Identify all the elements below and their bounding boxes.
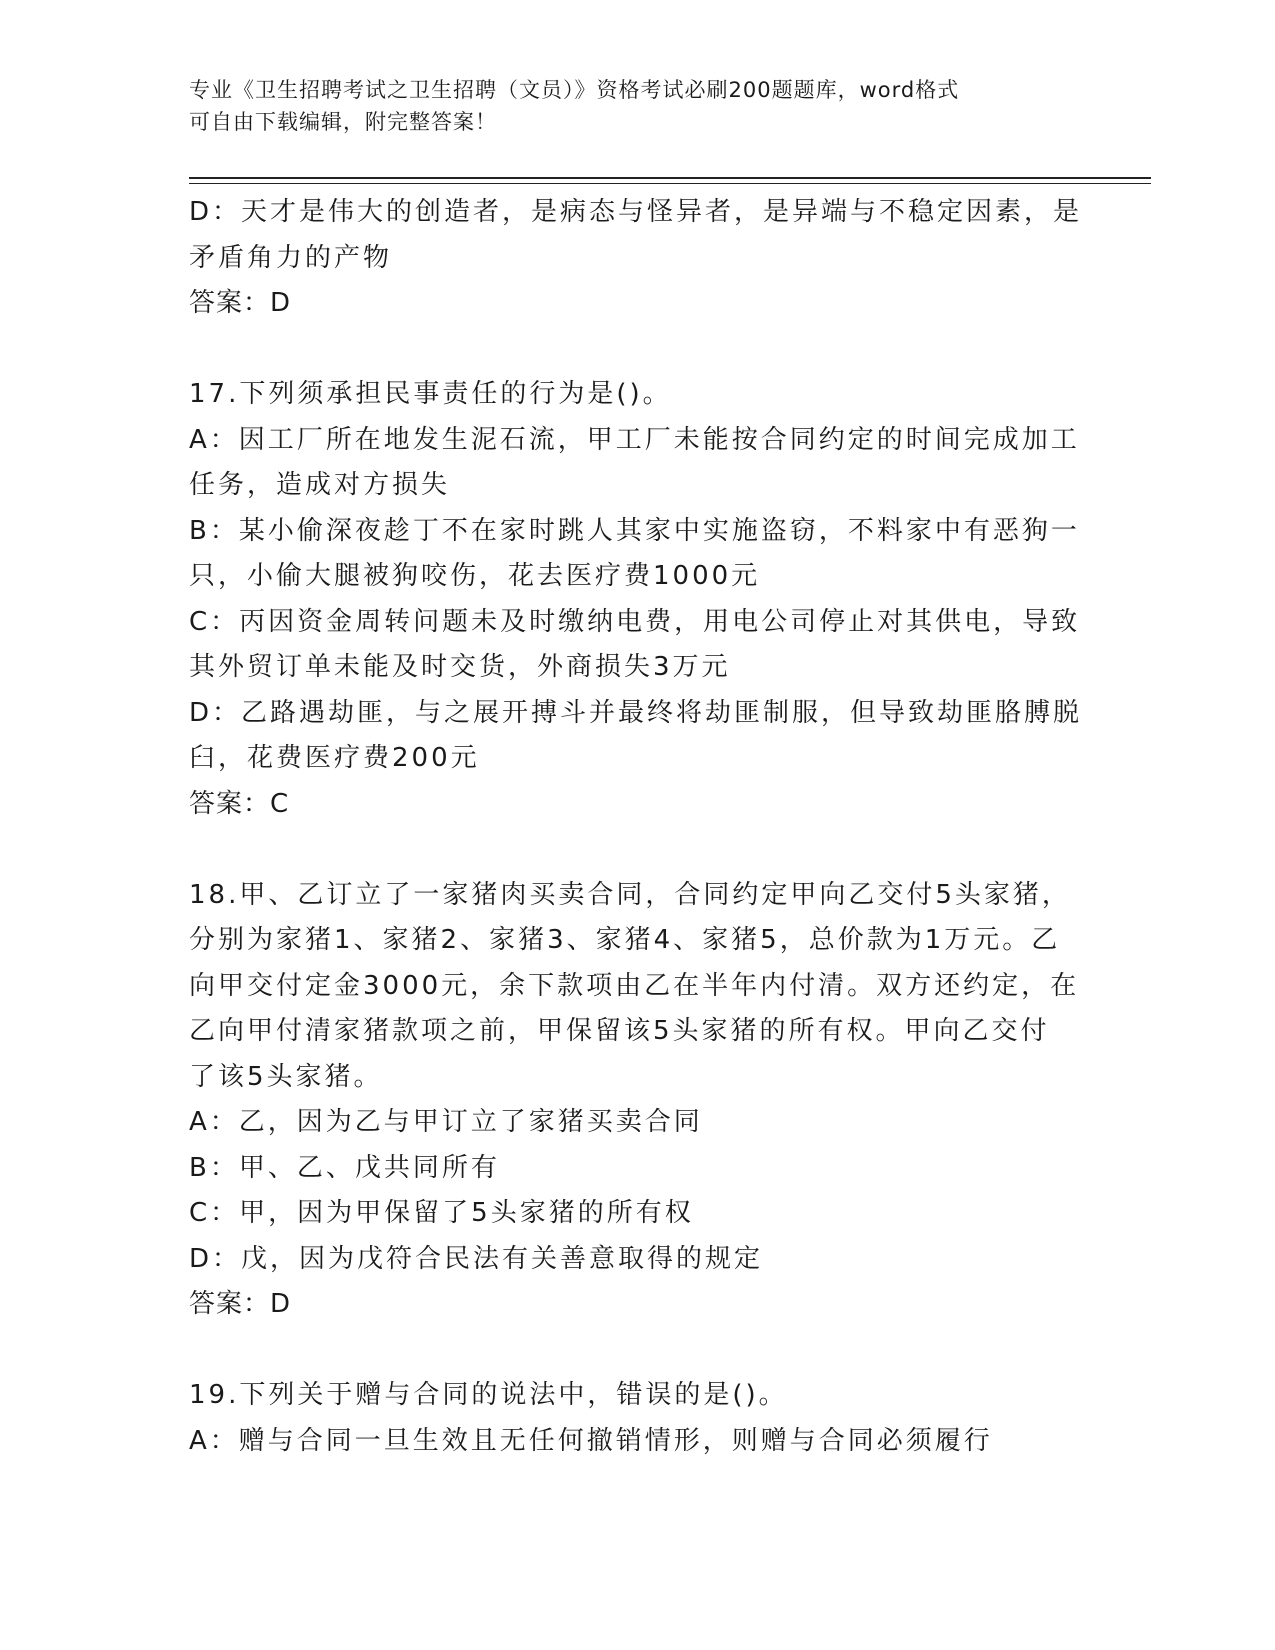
option-a: A：因工厂所在地发生泥石流，甲工厂未能按合同约定的时间完成加工 (189, 424, 1080, 455)
option-c: C：甲，因为甲保留了5头家猪的所有权 (189, 1198, 694, 1228)
option-d-continued: 矛盾角力的产物 (189, 242, 393, 273)
spacer (189, 327, 1089, 373)
option-b: B：甲、乙、戊共同所有 (189, 1152, 500, 1183)
answer-label: 答案：C (189, 788, 290, 819)
header-divider-thin (189, 183, 1151, 184)
question-16-tail (189, 190, 1089, 327)
document-header (189, 74, 1069, 138)
answer-label: 答案：D (189, 288, 292, 318)
answer-label: 答案：D (189, 1289, 292, 1319)
question-stem-continued: 乙向甲付清家猪款项之前，甲保留该5头家猪的所有权。甲向乙交付 (189, 1016, 1050, 1046)
header-divider-thick (189, 177, 1151, 179)
document-body (189, 190, 1089, 1464)
option-b-continued: 只，小偷大腿被狗咬伤，花去医疗费1000元 (189, 561, 761, 591)
question-stem: 19.下列关于赠与合同的说法中，错误的是()。 (189, 1380, 788, 1410)
option-a: A：赠与合同一旦生效且无任何撤销情形，则赠与合同必须履行 (189, 1425, 993, 1456)
spacer (189, 827, 1089, 873)
option-d: D：乙路遇劫匪，与之展开搏斗并最终将劫匪制服，但导致劫匪胳膊脱 (189, 697, 1083, 728)
option-a: A：乙，因为乙与甲订立了家猪买卖合同 (189, 1107, 703, 1137)
spacer (189, 1328, 1089, 1374)
option-d: D：天才是伟大的创造者，是病态与怪异者，是异端与不稳定因素，是 (189, 197, 1083, 227)
option-c-continued: 其外贸订单未能及时交货，外商损失3万元 (189, 652, 731, 682)
header-line-2: 可自由下载编辑，附完整答案！ (189, 110, 497, 134)
question-stem-continued: 了该5头家猪。 (189, 1061, 383, 1092)
question-18 (189, 873, 1089, 1328)
option-d-continued: 臼，花费医疗费200元 (189, 743, 480, 773)
question-stem-continued: 分别为家猪1、家猪2、家猪3、家猪4、家猪5，总价款为1万元。乙 (189, 925, 1061, 955)
option-b: B：某小偷深夜趁丁不在家时跳人其家中实施盗窃，不料家中有恶狗一 (189, 515, 1080, 546)
question-19 (189, 1373, 1089, 1464)
question-stem: 17.下列须承担民事责任的行为是()。 (189, 379, 672, 409)
question-stem: 18.甲、乙订立了一家猪肉买卖合同，合同约定甲向乙交付5头家猪， (189, 879, 1071, 910)
option-a-continued: 任务，造成对方损失 (189, 470, 451, 500)
header-line-1: 专业《卫生招聘考试之卫生招聘（文员）》资格考试必刷200题题库，word格式 (189, 78, 960, 102)
question-stem-continued: 向甲交付定金3000元，余下款项由乙在半年内付清。双方还约定，在 (189, 970, 1080, 1001)
question-17 (189, 372, 1089, 827)
option-c: C：丙因资金周转问题未及时缴纳电费，用电公司停止对其供电，导致 (189, 606, 1081, 637)
option-d: D：戊，因为戊符合民法有关善意取得的规定 (189, 1243, 764, 1274)
